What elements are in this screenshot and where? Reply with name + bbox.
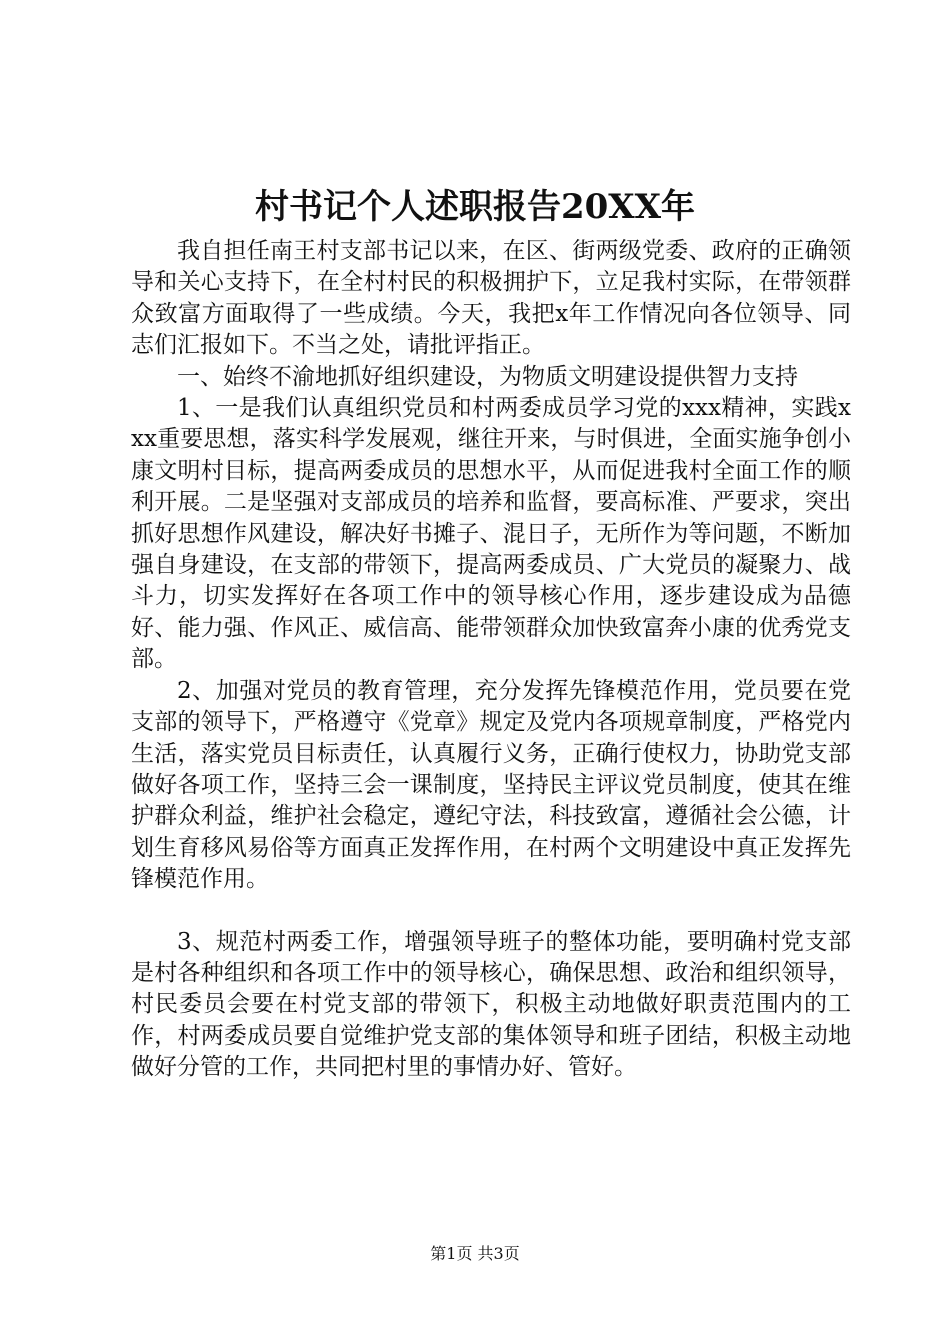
document-title: 村书记个人述职报告20XX年: [254, 187, 696, 227]
page-number-footer: 第1页 共3页: [430, 1244, 520, 1263]
document-body: [131, 236, 851, 1084]
intro-paragraph: 我自担任南王村支部书记以来，在区、街两级党委、政府的正确领导和关心支持下，在全村村民的积极拥护下，立足我村实际，在带领群众致富方面取得了一些成绩。今天，我把x年工作情况向各位领导、同志们汇报如下。不当之处，请批评指正。: [131, 238, 851, 359]
paragraph-item-1: 1、一是我们认真组织党员和村两委成员学习党的xxx精神，实践xxx重要思想，落实科学发展观，继往开来，与时俱进，全面实施争创小康文明村目标，提高两委成员的思想水平，从而促进我村全面工作的顺利开展。二是坚强对支部成员的培养和监督，要高标准、严要求，突出抓好思想作风建设，解决好书摊子、混日子，无所作为等问题，不断加强自身建设，在支部的带领下，提高两委成员、广大党员的凝聚力、战斗力，切实发挥好在各项工作中的领导核心作用，逐步建设成为品德好、能力强、作风正、威信高、能带领群众加快致富奔小康的优秀党支部。: [131, 395, 851, 673]
paragraph-spacer: [131, 896, 851, 927]
paragraph-item-2: 2、加强对党员的教育管理，充分发挥先锋模范作用，党员要在党支部的领导下，严格遵守《党章》规定及党内各项规章制度，严格党内生活，落实党员目标责任，认真履行义务，正确行使权力，协助党支部做好各项工作，坚持三会一课制度，坚持民主评议党员制度，使其在维护群众利益，维护社会稳定，遵纪守法，科技致富，遵循社会公德，计划生育移风易俗等方面真正发挥作用，在村两个文明建设中真正发挥先锋模范作用。: [131, 677, 851, 893]
paragraph-item-3: 3、规范村两委工作，增强领导班子的整体功能，要明确村党支部是村各种组织和各项工作中的领导核心，确保思想、政治和组织领导，村民委员会要在村党支部的带领下，积极主动地做好职责范围内的工作，村两委成员要自觉维护党支部的集体领导和班子团结，积极主动地做好分管的工作，共同把村里的事情办好、管好。: [131, 928, 851, 1081]
section-heading-1: 一、始终不渝地抓好组织建设，为物质文明建设提供智力支持: [177, 363, 798, 390]
